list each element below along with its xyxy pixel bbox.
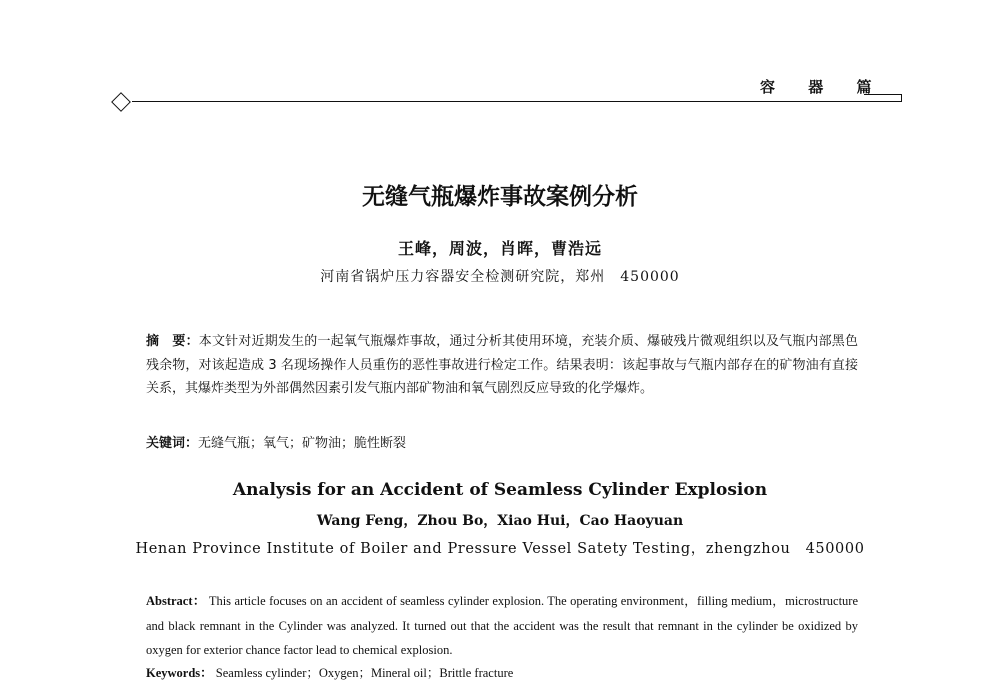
diamond-ornament-icon xyxy=(111,92,131,112)
chinese-abstract xyxy=(146,330,858,401)
english-keywords-text: Seamless cylinder；Oxygen；Mineral oil；Brittle fracture xyxy=(212,666,514,680)
chinese-affiliation: 河南省锅炉压力容器安全检测研究院，郑州 450000 xyxy=(320,269,680,285)
chinese-authors: 王峰，周波，肖晖，曹浩远 xyxy=(397,239,602,258)
section-label: 容 器 篇 xyxy=(760,78,886,96)
chinese-abstract-label: 摘 要： xyxy=(146,334,199,349)
english-keywords xyxy=(146,663,858,681)
chinese-keywords-text: 无缝气瓶；氧气；矿物油；脆性断裂 xyxy=(198,436,407,451)
english-abstract xyxy=(146,589,858,663)
chinese-keywords-label: 关键词： xyxy=(146,436,199,451)
english-affiliation: Henan Province Institute of Boiler and Pressure Vessel Satety Testing，zhengzhou 450000 xyxy=(135,541,865,557)
chinese-keywords xyxy=(146,432,858,451)
chinese-title: 无缝气瓶爆炸事故案例分析 xyxy=(362,184,638,210)
english-abstract-text: This article focuses on an accident of seamless cylinder explosion. The operating environment，filling medium，microstructure and black remnant in the Cylinder was analyzed. It turned out that the accident was the result that remnant in the cylinder be oxidized by oxygen for exterior chance factor lead to chemical explosion. xyxy=(146,594,858,657)
chinese-abstract-text: 本文针对近期发生的一起氧气瓶爆炸事故，通过分析其使用环境，充装介质、爆破残片微观组织以及气瓶内部黑色残余物，对该起造成 3 名现场操作人员重伤的恶性事故进行检定工作。结果表明：该起事故与气瓶内部存在的矿物油有直接关系，其爆炸类型为外部偶然因素引发气瓶内部矿物油和氧气剧烈反应导致的化学爆炸。 xyxy=(146,334,858,396)
english-title: Analysis for an Accident of Seamless Cylinder Explosion xyxy=(232,480,768,500)
english-authors: Wang Feng，Zhou Bo，Xiao Hui，Cao Haoyuan xyxy=(316,513,684,529)
english-abstract-label: Abstract： xyxy=(146,594,206,608)
header-rule xyxy=(132,101,902,102)
english-keywords-label: Keywords： xyxy=(146,666,213,680)
